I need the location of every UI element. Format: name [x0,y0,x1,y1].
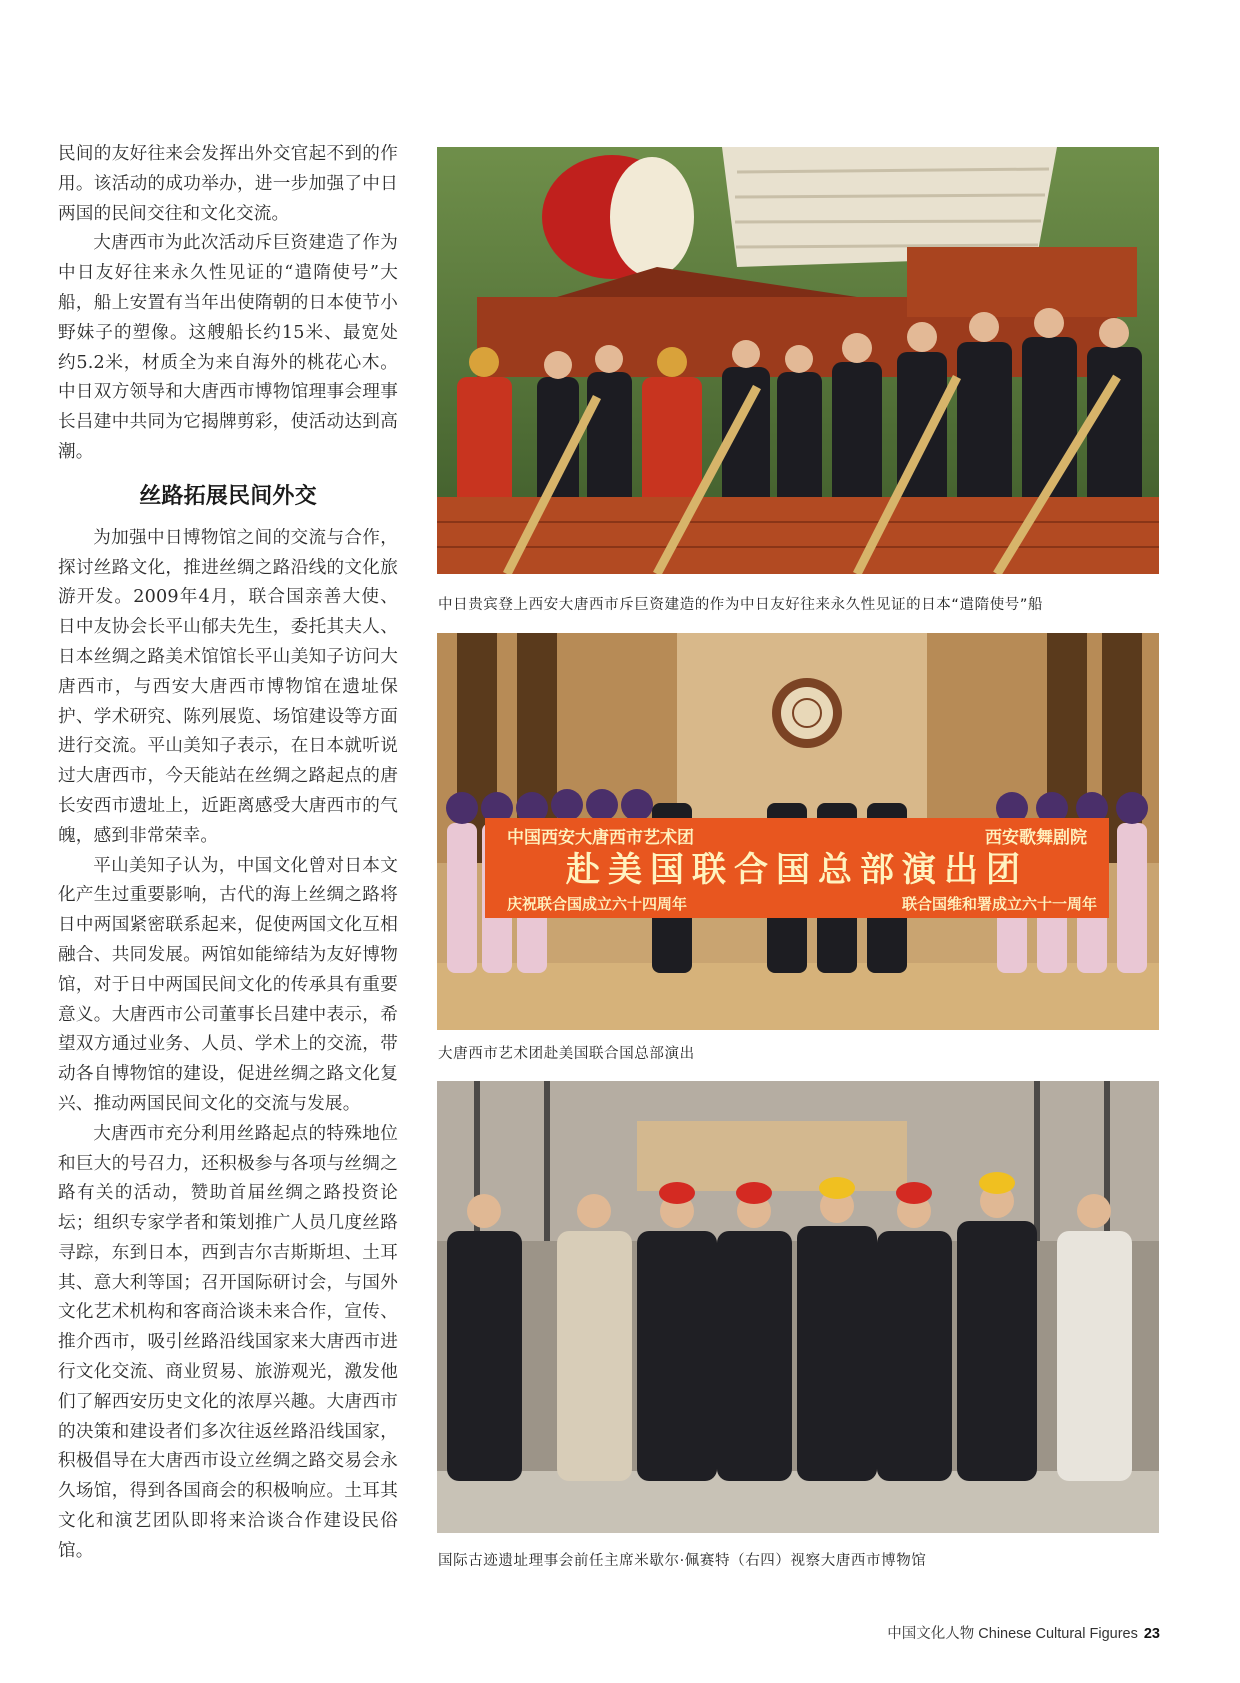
un-photo [437,633,1159,1030]
ship-photo-illustration [437,147,1159,574]
banner-left-text: 中国西安大唐西市艺术团 [507,828,694,848]
section-heading: 丝路拓展民间外交 [139,483,317,509]
ship-photo [437,147,1159,574]
paragraph-4: 平山美知子认为，中国文化曾对日本文化产生过重要影响，古代的海上丝绸之路将日中两国紧密联系起来，促使两国文化互相融合、共同发展。两馆如能缔结为友好博物馆，对于日中两国民间文化的传承具有重要意义。大唐西市公司董事长吕建中表示，希望双方通过业务、人员、学术上的交流，带动各自博物馆的建设，促进丝绸之路文化复兴、推动两国民间文化的交流与发展。 [58,855,398,1114]
article-body [58,140,398,1567]
un-caption: 大唐西市艺术团赴美国联合国总部演出 [438,1046,695,1062]
paragraph-3: 为加强中日博物馆之间的交流与合作，探讨丝路文化，推进丝绸之路沿线的文化旅游开发。2009年4月，联合国亲善大使、日中友协会长平山郁夫先生，委托其夫人、日本丝绸之路美术馆馆长平山美知子访问大唐西市，与西安大唐西市博物馆在遗址保护、学术研究、陈列展览、场馆建设等方面进行交流。平山美知子表示，在日本就听说过大唐西市，今天能站在丝绸之路起点的唐长安西市遗址上，近距离感受大唐西市的气魄，感到非常荣幸。 [58,527,398,846]
magazine-name: 中国文化人物 Chinese Cultural Figures [887,1626,1138,1642]
site-caption: 国际古迹遗址理事会前任主席米歇尔·佩赛特（右四）视察大唐西市博物馆 [438,1553,927,1569]
banner-bottom-right-text: 联合国维和署成立六十一周年 [901,895,1097,913]
site-visit-photo-illustration [437,1081,1159,1533]
ship-caption: 中日贵宾登上西安大唐西市斥巨资建造的作为中日友好往来永久性见证的日本“遣隋使号”船 [438,597,1044,613]
banner-main-text: 赴美国联合国总部演出团 [566,850,1028,890]
paragraph-5: 大唐西市充分利用丝路起点的特殊地位和巨大的号召力，还积极参与各项与丝绸之路有关的活动，赞助首届丝绸之路投资论坛；组织专家学者和策划推广人员几度丝路寻踪，东到日本，西到吉尔吉斯斯坦、土耳其、意大利等国；召开国际研讨会，与国外文化艺术机构和客商洽谈未来合作，宣传、推介西市，吸引丝路沿线国家来大唐西市进行文化交流、商业贸易、旅游观光，激发他们了解西安历史文化的浓厚兴趣。大唐西市的决策和建设者们多次往返丝路沿线国家，积极倡导在大唐西市设立丝绸之路交易会永久场馆，得到各国商会的积极响应。土耳其文化和演艺团队即将来洽谈合作建设民俗馆。 [58,1123,398,1561]
page-footer [887,1622,1160,1643]
paragraph-2: 大唐西市为此次活动斥巨资建造了作为中日友好往来永久性见证的“遣隋使号”大船，船上安置有当年出使隋朝的日本使节小野妹子的塑像。这艘船长约15米、最宽处约5.2米，材质全为来自海外的桃花心木。中日双方领导和大唐西市博物馆理事会理事长吕建中共同为它揭牌剪彩，使活动达到高潮。 [58,233,398,462]
paragraph-1: 民间的友好往来会发挥出外交官起不到的作用。该活动的成功举办，进一步加强了中日两国的民间交往和文化交流。 [58,144,398,224]
un-photo-illustration [437,633,1159,1030]
banner-right-text: 西安歌舞剧院 [985,828,1087,848]
banner-bottom-left-text: 庆祝联合国成立六十四周年 [507,895,688,913]
page-number: 23 [1143,1626,1160,1642]
site-visit-photo [437,1081,1159,1533]
